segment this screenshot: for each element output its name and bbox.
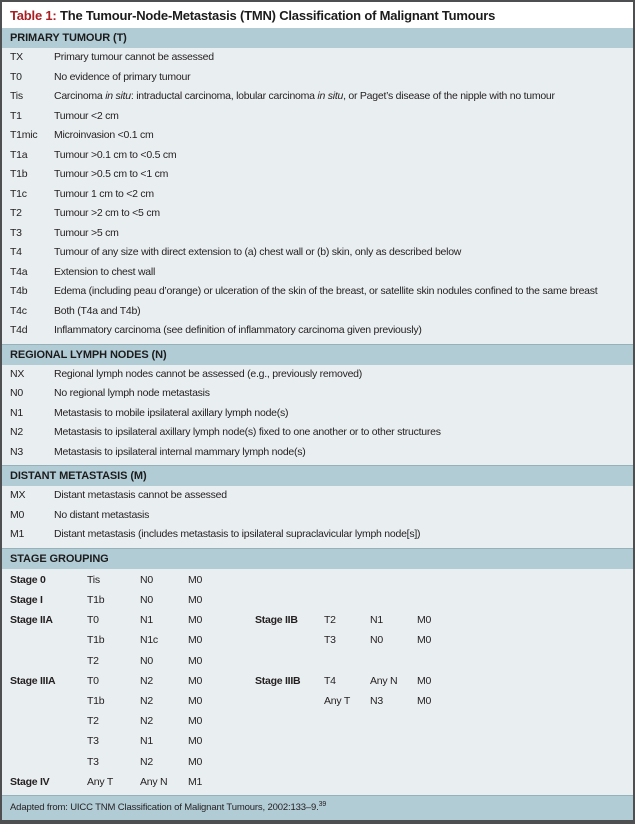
code-cell: M1 — [10, 528, 25, 541]
desc-cell — [54, 243, 625, 263]
table-row — [2, 443, 633, 463]
code-cell: T4a — [10, 265, 28, 278]
stage-value-cell: T0 — [87, 614, 99, 627]
stage-value-cell: T2 — [324, 614, 336, 627]
stage-value-cell: M0 — [188, 634, 203, 647]
stage-value-cell: M0 — [417, 614, 432, 627]
sections-container — [2, 28, 633, 792]
stage-value-cell — [417, 731, 625, 751]
table-row — [2, 87, 633, 107]
table-row — [2, 68, 633, 88]
desc-segment: : intraductal carcinoma, lobular carcinoma — [130, 90, 318, 103]
desc-cell — [54, 204, 625, 224]
code-cell: T0 — [10, 70, 22, 83]
desc-segment: Both (T4a and T4b) — [54, 304, 141, 317]
table-row — [2, 165, 633, 185]
stage-value-cell — [417, 752, 625, 772]
desc-cell — [54, 282, 625, 302]
stage-value-cell: Any N — [370, 674, 398, 687]
desc-segment: Tumour >0.5 cm to <1 cm — [54, 168, 169, 181]
stage-value-cell: Any N — [140, 775, 168, 788]
section-header-regional-lymph-nodes: REGIONAL LYMPH NODES (N) — [2, 344, 633, 365]
desc-cell — [54, 68, 625, 88]
stage-label-cell — [255, 731, 324, 751]
table-row — [2, 423, 633, 443]
desc-segment: Tumour >0.1 cm to <0.5 cm — [54, 148, 177, 161]
table-title-text: The Tumour-Node-Metastasis (TMN) Classification of Malignant Tumours — [56, 8, 496, 23]
code-cell: TX — [10, 51, 23, 64]
desc-cell — [54, 443, 625, 463]
stage-value-cell: M0 — [188, 614, 203, 627]
stage-label-cell — [10, 711, 87, 731]
stage-value-cell — [324, 752, 370, 772]
desc-segment: Extension to chest wall — [54, 265, 156, 278]
stage-value-cell: M0 — [188, 573, 203, 586]
table-row — [2, 263, 633, 283]
table-row — [2, 486, 633, 506]
table-row — [2, 126, 633, 146]
stage-value-cell: M0 — [417, 694, 432, 707]
stage-label-cell: Stage I — [10, 593, 43, 606]
table-row — [2, 146, 633, 166]
desc-segment: Tumour >2 cm to <5 cm — [54, 207, 160, 220]
code-cell: MX — [10, 489, 26, 502]
stage-value-cell: M0 — [188, 654, 203, 667]
stage-value-cell: M1 — [188, 775, 203, 788]
stage-value-cell: M0 — [417, 634, 432, 647]
stage-value-cell — [417, 651, 625, 671]
stage-value-cell — [370, 711, 417, 731]
stage-label-cell — [255, 651, 324, 671]
stage-value-cell — [324, 570, 370, 590]
desc-cell — [54, 87, 625, 107]
table-row — [2, 243, 633, 263]
code-cell: Tis — [10, 90, 23, 103]
desc-segment: Regional lymph nodes cannot be assessed (e.g., previously removed) — [54, 367, 363, 380]
stage-value-cell — [370, 570, 417, 590]
desc-segment: Metastasis to ipsilateral internal mammary lymph node(s) — [54, 445, 306, 458]
table-row — [2, 302, 633, 322]
desc-cell — [54, 224, 625, 244]
source-note — [2, 795, 633, 820]
stage-label-cell: Stage 0 — [10, 573, 46, 586]
stage-label-cell — [10, 752, 87, 772]
table-row — [2, 384, 633, 404]
desc-cell — [54, 165, 625, 185]
table-row — [2, 204, 633, 224]
stage-label-cell: Stage IIB — [255, 614, 298, 627]
stage-label-cell — [10, 691, 87, 711]
source-note-text: Adapted from: UICC TNM Classification of Malignant Tumours, 2002:133–9. — [10, 802, 319, 813]
stage-value-cell: N0 — [140, 593, 153, 606]
desc-cell — [54, 365, 625, 385]
stage-value-cell: N0 — [140, 573, 153, 586]
stage-value-cell — [417, 590, 625, 610]
stage-value-cell: N2 — [140, 694, 153, 707]
stage-label-cell — [10, 630, 87, 650]
table-row — [2, 185, 633, 205]
stage-value-cell: T3 — [324, 634, 336, 647]
stage-value-cell: N1 — [140, 735, 153, 748]
desc-cell — [54, 126, 625, 146]
desc-segment: No distant metastasis — [54, 508, 150, 521]
stage-value-cell — [324, 772, 370, 792]
desc-segment: Tumour <2 cm — [54, 109, 119, 122]
table-body — [2, 28, 633, 820]
stage-value-cell: N2 — [140, 755, 153, 768]
stage-label-cell — [255, 691, 324, 711]
code-cell: N2 — [10, 426, 23, 439]
code-cell: T4b — [10, 285, 28, 298]
stage-value-cell: M0 — [417, 674, 432, 687]
stage-label-cell — [255, 630, 324, 650]
stage-value-cell: N3 — [370, 694, 383, 707]
stage-value-cell: T1b — [87, 694, 105, 707]
desc-cell — [54, 263, 625, 283]
desc-segment: Inflammatory carcinoma (see definition of inflammatory carcinoma given previously) — [54, 324, 422, 337]
desc-segment: in situ — [105, 90, 131, 103]
stage-value-cell: M0 — [188, 735, 203, 748]
table-row — [2, 48, 633, 68]
desc-segment: Tumour 1 cm to <2 cm — [54, 187, 154, 200]
stage-label-cell — [255, 711, 324, 731]
stage-value-cell: T3 — [87, 755, 99, 768]
stage-value-cell — [417, 711, 625, 731]
stage-value-cell — [324, 731, 370, 751]
stage-value-cell: T2 — [87, 654, 99, 667]
desc-cell — [54, 302, 625, 322]
code-cell: N3 — [10, 445, 23, 458]
stage-value-cell: T1b — [87, 593, 105, 606]
stage-value-cell: T0 — [87, 674, 99, 687]
stage-value-cell: Any T — [87, 775, 113, 788]
stage-value-cell: M0 — [188, 593, 203, 606]
desc-cell — [54, 185, 625, 205]
code-cell: T4c — [10, 304, 27, 317]
stage-value-cell: N0 — [370, 634, 383, 647]
desc-segment: Distant metastasis (includes metastasis to ipsilateral supraclavicular lymph node[s]) — [54, 528, 421, 541]
stage-value-cell — [324, 711, 370, 731]
desc-cell — [54, 48, 625, 68]
reference-superscript: 39 — [318, 800, 327, 808]
stage-value-cell — [370, 752, 417, 772]
stage-value-cell: T3 — [87, 735, 99, 748]
stage-value-cell: N2 — [140, 674, 153, 687]
section-header-primary-tumour: PRIMARY TUMOUR (T) — [2, 28, 633, 48]
table-row — [2, 365, 633, 385]
desc-segment: No regional lymph node metastasis — [54, 387, 210, 400]
stage-label-cell — [10, 651, 87, 671]
stage-value-cell: M0 — [188, 755, 203, 768]
stage-label-cell: Stage IIIA — [10, 674, 56, 687]
desc-segment: Metastasis to mobile ipsilateral axillary lymph node(s) — [54, 406, 289, 419]
code-cell: T1b — [10, 168, 28, 181]
stage-value-cell — [370, 731, 417, 751]
stage-value-cell: N2 — [140, 715, 153, 728]
desc-cell — [54, 146, 625, 166]
desc-segment: Primary tumour cannot be assessed — [54, 51, 214, 64]
desc-cell — [54, 525, 625, 545]
stage-value-cell: N1 — [370, 614, 383, 627]
desc-cell — [54, 486, 625, 506]
table-row — [2, 404, 633, 424]
desc-segment: Carcinoma — [54, 90, 106, 103]
code-cell: T4d — [10, 324, 28, 337]
stage-value-cell — [370, 590, 417, 610]
stage-label-cell — [10, 731, 87, 751]
stage-value-cell — [417, 772, 625, 792]
code-cell: T4 — [10, 246, 22, 259]
table-row — [2, 506, 633, 526]
desc-segment: Edema (including peau d’orange) or ulceration of the skin of the breast, or satellite skin nodules confined to the same breast — [54, 285, 598, 298]
code-cell: NX — [10, 367, 25, 380]
desc-cell — [54, 404, 625, 424]
code-cell: N1 — [10, 406, 23, 419]
desc-segment: Tumour of any size with direct extension to (a) chest wall or (b) skin, only as described below — [54, 246, 462, 259]
stage-grouping-grid — [2, 569, 633, 792]
code-cell: T2 — [10, 207, 22, 220]
stage-value-cell: T2 — [87, 715, 99, 728]
stage-value-cell: N1c — [140, 634, 158, 647]
stage-value-cell: M0 — [188, 694, 203, 707]
stage-value-cell: Tis — [87, 573, 100, 586]
desc-cell — [54, 321, 625, 341]
table-title — [2, 2, 633, 28]
stage-value-cell: T1b — [87, 634, 105, 647]
table-row — [2, 224, 633, 244]
code-cell: T1a — [10, 148, 28, 161]
stage-label-cell — [255, 570, 324, 590]
desc-cell — [54, 506, 625, 526]
stage-value-cell — [370, 651, 417, 671]
desc-segment: Distant metastasis cannot be assessed — [54, 489, 227, 502]
stage-value-cell: Any T — [324, 694, 350, 707]
stage-value-cell: N0 — [140, 654, 153, 667]
stage-value-cell: M0 — [188, 674, 203, 687]
desc-cell — [54, 107, 625, 127]
desc-segment: Tumour >5 cm — [54, 226, 119, 239]
stage-label-cell — [255, 772, 324, 792]
desc-segment: No evidence of primary tumour — [54, 70, 191, 83]
stage-value-cell: T4 — [324, 674, 336, 687]
table-row — [2, 321, 633, 341]
stage-value-cell — [417, 570, 625, 590]
stage-label-cell — [255, 752, 324, 772]
desc-segment: Metastasis to ipsilateral axillary lymph node(s) fixed to one another or to other structures — [54, 426, 441, 439]
section-header-stage-grouping: STAGE GROUPING — [2, 548, 633, 569]
stage-label-cell: Stage IIA — [10, 614, 53, 627]
stage-value-cell — [370, 772, 417, 792]
code-cell: T1mic — [10, 129, 38, 142]
desc-cell — [54, 423, 625, 443]
stage-value-cell — [324, 651, 370, 671]
table-row — [2, 107, 633, 127]
code-cell: T1 — [10, 109, 22, 122]
code-cell: M0 — [10, 508, 25, 521]
table-number-label: Table 1: — [10, 8, 57, 23]
code-cell: T3 — [10, 226, 22, 239]
desc-segment: Microinvasion <0.1 cm — [54, 129, 154, 142]
code-cell: N0 — [10, 387, 23, 400]
desc-segment: in situ — [317, 90, 344, 103]
stage-label-cell: Stage IIIB — [255, 674, 301, 687]
desc-cell — [54, 384, 625, 404]
stage-value-cell: M0 — [188, 715, 203, 728]
table-row — [2, 525, 633, 545]
stage-label-cell — [255, 590, 324, 610]
stage-label-cell: Stage IV — [10, 775, 50, 788]
table-row — [2, 282, 633, 302]
stage-value-cell — [324, 590, 370, 610]
stage-value-cell: N1 — [140, 614, 153, 627]
section-header-distant-metastasis: DISTANT METASTASIS (M) — [2, 465, 633, 486]
desc-segment: , or Paget’s disease of the nipple with no tumour — [343, 90, 555, 103]
code-cell: T1c — [10, 187, 27, 200]
